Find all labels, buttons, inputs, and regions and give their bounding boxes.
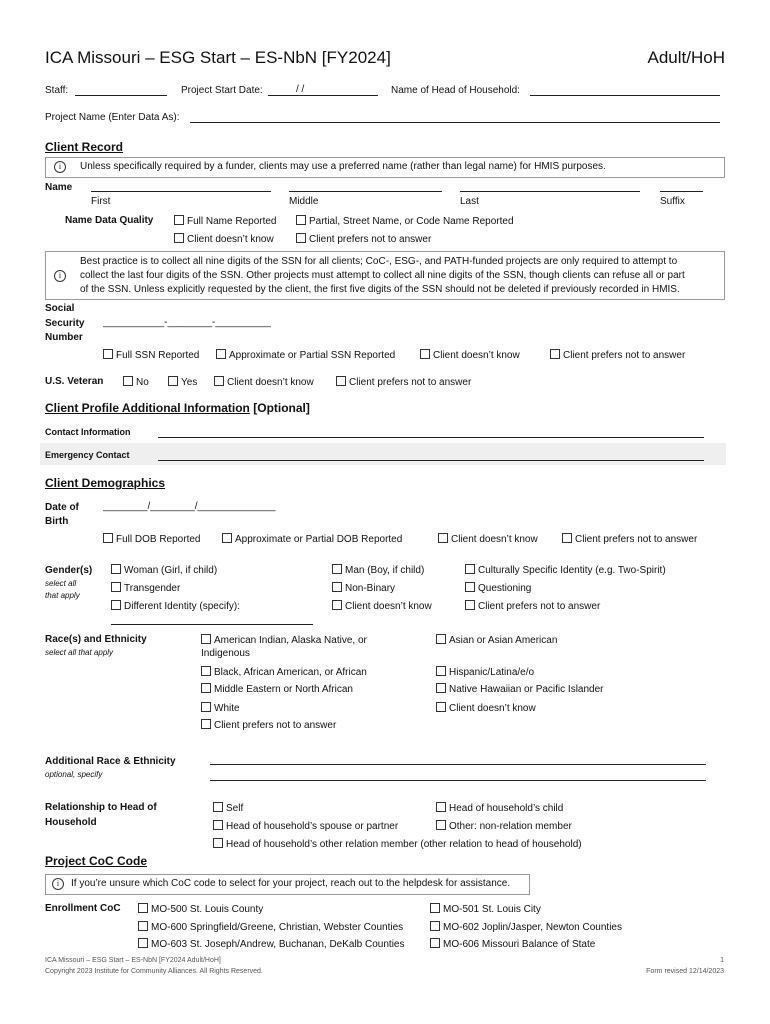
checkbox-icon[interactable] <box>174 215 184 225</box>
checkbox-icon[interactable] <box>111 564 121 574</box>
checkbox-icon[interactable] <box>213 838 223 848</box>
checkbox-icon[interactable] <box>332 564 342 574</box>
option-veteran-no[interactable]: No <box>123 376 149 388</box>
option-ssn-doesnt-know[interactable]: Client doesn’t know <box>420 349 520 361</box>
checkbox-icon[interactable] <box>174 233 184 243</box>
relationship-other-nonrelation[interactable]: Other: non-relation member <box>436 820 572 832</box>
staff-field[interactable] <box>75 95 167 96</box>
race-black[interactable]: Black, African American, or African <box>201 666 367 678</box>
relationship-spouse[interactable]: Head of household’s spouse or partner <box>213 820 398 832</box>
footer-revised: Form revised 12/14/2023 <box>646 968 724 975</box>
start-date-label: Project Start Date: <box>181 85 263 96</box>
veteran-label: U.S. Veteran <box>45 376 104 387</box>
footer-page-number: 1 <box>720 957 724 964</box>
demographics-heading: Client Demographics <box>45 476 166 490</box>
checkbox-icon[interactable] <box>436 683 446 693</box>
last-caption: Last <box>460 196 479 207</box>
additional-race-label: Additional Race & Ethnicity <box>45 756 176 767</box>
checkbox-icon[interactable] <box>123 376 133 386</box>
hoh-field[interactable] <box>530 95 720 96</box>
race-sub: select all that apply <box>45 648 114 657</box>
checkbox-icon[interactable] <box>562 533 572 543</box>
checkbox-icon[interactable] <box>201 702 211 712</box>
middle-caption: Middle <box>289 196 319 207</box>
option-partial-name[interactable]: Partial, Street Name, or Code Name Reported <box>296 215 514 227</box>
race-label: Race(s) and Ethnicity <box>45 634 147 645</box>
gender-questioning[interactable]: Questioning <box>465 582 531 594</box>
name-info-text: Unless specifically required by a funder, clients may use a preferred name (rather than legal name) for HMIS purposes. <box>80 161 606 172</box>
gender-non-binary[interactable]: Non-Binary <box>332 582 395 594</box>
dob-label-2: Birth <box>45 516 69 527</box>
coc-info-text: If you’re unsure which CoC code to select for your project, reach out to the helpdesk for assistance. <box>71 878 511 889</box>
option-partial-ssn[interactable]: Approximate or Partial SSN Reported <box>216 349 395 361</box>
checkbox-icon[interactable] <box>138 921 148 931</box>
race-middle-eastern[interactable]: Middle Eastern or North African <box>201 683 353 695</box>
suffix-caption: Suffix <box>660 196 685 207</box>
coc-heading: Project CoC Code <box>45 854 148 868</box>
gender-sub-2: that apply <box>45 591 80 600</box>
coc-mo-501[interactable]: MO-501 St. Louis City <box>430 903 541 915</box>
option-full-name[interactable]: Full Name Reported <box>174 215 276 227</box>
coc-mo-606[interactable]: MO-606 Missouri Balance of State <box>430 938 595 950</box>
relationship-child[interactable]: Head of household’s child <box>436 802 563 814</box>
checkbox-icon[interactable] <box>465 600 475 610</box>
checkbox-icon[interactable] <box>296 233 306 243</box>
checkbox-icon[interactable] <box>430 938 440 948</box>
option-full-ssn[interactable]: Full SSN Reported <box>103 349 199 361</box>
relationship-self[interactable]: Self <box>213 802 243 814</box>
checkbox-icon[interactable] <box>201 719 211 729</box>
ssn-info-line-3: of the SSN. Unless explicitly requested by the client, the first five digits of the SSN should not be deleted if previously recorded in HMIS. <box>80 284 680 295</box>
footer-copyright: Copyright 2023 Institute for Community Alliances. All Rights Reserved. <box>45 968 263 975</box>
start-date-slashes: / / <box>296 84 305 95</box>
option-dob-doesnt-know[interactable]: Client doesn’t know <box>438 533 538 545</box>
client-record-heading: Client Record <box>45 140 124 154</box>
race-american-indian[interactable]: American Indian, Alaska Native, or <box>201 634 367 646</box>
first-name-field[interactable] <box>91 191 271 192</box>
ssn-field[interactable]: ___________-________-__________ <box>103 317 271 328</box>
checkbox-icon[interactable] <box>111 600 121 610</box>
race-american-indian-cont: Indigenous <box>201 648 250 659</box>
ssn-info-line-1: Best practice is to collect all nine digits of the SSN for all clients; CoC-, ESG-, and PATH-funded projects are only required to attempt to <box>80 256 678 267</box>
info-circle-icon: i <box>54 161 66 173</box>
checkbox-icon[interactable] <box>201 683 211 693</box>
checkbox-icon[interactable] <box>332 582 342 592</box>
option-name-doesnt-know[interactable]: Client doesn’t know <box>174 233 274 245</box>
checkbox-icon[interactable] <box>465 564 475 574</box>
race-prefers-not[interactable]: Client prefers not to answer <box>201 719 336 731</box>
gender-prefers-not[interactable]: Client prefers not to answer <box>465 600 600 612</box>
checkbox-icon[interactable] <box>436 634 446 644</box>
gender-specify-field[interactable] <box>111 624 313 625</box>
additional-race-field-1[interactable] <box>210 764 706 765</box>
additional-race-sub: optional, specify <box>45 770 103 779</box>
ssn-label-3: Number <box>45 332 83 343</box>
option-veteran-yes[interactable]: Yes <box>168 376 197 388</box>
ssn-label-2: Security <box>45 318 85 329</box>
option-full-dob[interactable]: Full DOB Reported <box>103 533 200 545</box>
checkbox-icon[interactable] <box>332 600 342 610</box>
checkbox-icon[interactable] <box>296 215 306 225</box>
checkbox-icon[interactable] <box>436 702 446 712</box>
checkbox-icon[interactable] <box>214 376 224 386</box>
checkbox-icon[interactable] <box>213 802 223 812</box>
checkbox-icon[interactable] <box>216 349 226 359</box>
checkbox-icon[interactable] <box>213 820 223 830</box>
coc-info-box <box>45 874 530 895</box>
contact-field[interactable] <box>158 437 704 438</box>
option-ssn-prefers-not[interactable]: Client prefers not to answer <box>550 349 685 361</box>
additional-race-field-2[interactable] <box>210 780 706 781</box>
ssn-label-1: Social <box>45 303 75 314</box>
checkbox-icon[interactable] <box>336 376 346 386</box>
staff-label: Staff: <box>45 85 69 96</box>
start-date-field[interactable] <box>268 95 378 96</box>
checkbox-icon[interactable] <box>436 820 446 830</box>
checkbox-icon[interactable] <box>111 582 121 592</box>
race-doesnt-know[interactable]: Client doesn’t know <box>436 702 536 714</box>
option-name-prefers-not[interactable]: Client prefers not to answer <box>296 233 431 245</box>
emergency-row-bg <box>40 443 726 465</box>
info-circle-icon: i <box>54 270 66 282</box>
gender-label: Gender(s) <box>45 565 93 576</box>
gender-woman[interactable]: Woman (Girl, if child) <box>111 564 217 576</box>
gender-culturally-specific[interactable]: Culturally Specific Identity (e.g. Two-Spirit) <box>465 564 666 576</box>
relationship-label-2: Household <box>45 817 97 828</box>
last-name-field[interactable] <box>460 191 640 192</box>
ssn-info-line-2: collect the last four digits of the SSN. Other projects must attempt to collect all nine digits of the SSN, though clients can refuse all or part <box>80 270 685 281</box>
option-veteran-prefers-not[interactable]: Client prefers not to answer <box>336 376 471 388</box>
checkbox-icon[interactable] <box>168 376 178 386</box>
project-name-label: Project Name (Enter Data As): <box>45 112 180 123</box>
race-asian[interactable]: Asian or Asian American <box>436 634 557 646</box>
option-partial-dob[interactable]: Approximate or Partial DOB Reported <box>222 533 402 545</box>
checkbox-icon[interactable] <box>430 921 440 931</box>
checkbox-icon[interactable] <box>436 802 446 812</box>
checkbox-icon[interactable] <box>103 349 113 359</box>
relationship-other-relation[interactable]: Head of household’s other relation member (other relation to head of household) <box>213 838 582 850</box>
emergency-label: Emergency Contact <box>45 450 130 460</box>
project-name-field[interactable] <box>190 122 720 123</box>
suffix-field[interactable] <box>660 191 703 192</box>
dob-field[interactable]: ________/________/______________ <box>103 501 276 512</box>
name-label: Name <box>45 182 73 193</box>
checkbox-icon[interactable] <box>201 666 211 676</box>
coc-mo-500[interactable]: MO-500 St. Louis County <box>138 903 263 915</box>
gender-man[interactable]: Man (Boy, if child) <box>332 564 424 576</box>
gender-doesnt-know[interactable]: Client doesn’t know <box>332 600 432 612</box>
name-info-box <box>45 157 725 178</box>
gender-transgender[interactable]: Transgender <box>111 582 180 594</box>
gender-different[interactable]: Different Identity (specify): <box>111 600 240 612</box>
checkbox-icon[interactable] <box>550 349 560 359</box>
info-circle-icon: i <box>52 878 64 890</box>
first-caption: First <box>91 196 111 207</box>
enrollment-coc-label: Enrollment CoC <box>45 903 121 914</box>
checkbox-icon[interactable] <box>201 634 211 644</box>
checkbox-icon[interactable] <box>430 903 440 913</box>
name-quality-label: Name Data Quality <box>65 215 154 226</box>
relationship-label-1: Relationship to Head of <box>45 802 157 813</box>
option-dob-prefers-not[interactable]: Client prefers not to answer <box>562 533 697 545</box>
contact-label: Contact Information <box>45 427 131 437</box>
race-hispanic[interactable]: Hispanic/Latina/e/o <box>436 666 534 678</box>
checkbox-icon[interactable] <box>438 533 448 543</box>
dob-label-1: Date of <box>45 502 79 513</box>
hoh-label: Name of Head of Household: <box>391 85 520 96</box>
coc-mo-602[interactable]: MO-602 Joplin/Jasper, Newton Counties <box>430 921 622 933</box>
checkbox-icon[interactable] <box>138 903 148 913</box>
coc-mo-603[interactable]: MO-603 St. Joseph/Andrew, Buchanan, DeKalb Counties <box>138 938 404 950</box>
footer-form-name: ICA Missouri – ESG Start – ES-NbN [FY2024 Adult/HoH] <box>45 957 221 964</box>
race-white[interactable]: White <box>201 702 240 714</box>
checkbox-icon[interactable] <box>420 349 430 359</box>
ssn-info-box <box>45 251 725 300</box>
profile-heading: Client Profile Additional Information [Optional] <box>45 401 310 415</box>
gender-sub-1: select all <box>45 579 77 588</box>
race-native-hawaiian[interactable]: Native Hawaiian or Pacific Islander <box>436 683 604 695</box>
checkbox-icon[interactable] <box>222 533 232 543</box>
emergency-field[interactable] <box>158 460 704 461</box>
form-title: ICA Missouri – ESG Start – ES-NbN [FY2024] <box>45 48 391 67</box>
option-veteran-doesnt-know[interactable]: Client doesn’t know <box>214 376 314 388</box>
form-type: Adult/HoH <box>647 48 725 67</box>
checkbox-icon[interactable] <box>103 533 113 543</box>
checkbox-icon[interactable] <box>138 938 148 948</box>
coc-mo-600[interactable]: MO-600 Springfield/Greene, Christian, Webster Counties <box>138 921 403 933</box>
middle-name-field[interactable] <box>289 191 442 192</box>
checkbox-icon[interactable] <box>436 666 446 676</box>
checkbox-icon[interactable] <box>465 582 475 592</box>
